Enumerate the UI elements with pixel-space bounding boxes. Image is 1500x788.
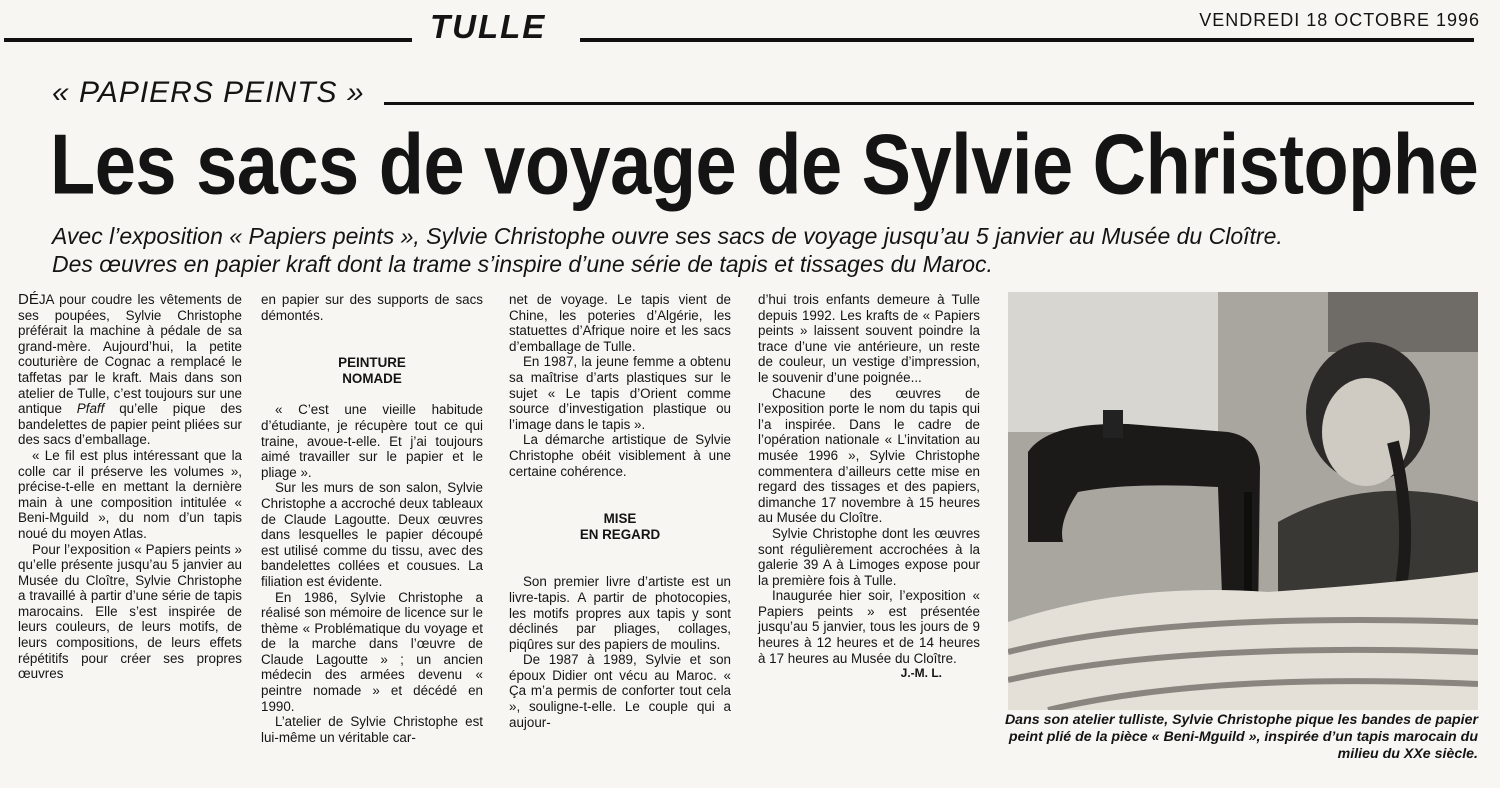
photo-caption: Dans son atelier tulliste, Sylvie Christophe pique les bandes de papier peint plié de la pièce « Beni-Mguild », inspirée d’un tapis marocain du milieu du XXe siècle. <box>1004 712 1478 762</box>
page-header <box>0 6 1500 45</box>
paragraph-6: Sur les murs de son salon, Sylvie Christophe a accroché deux tableaux de Claude Lagoutte. Deux œuvres dans lesquelles le papier découpé est utilisé comme du tissu, avec des bandelettes collées et cousues. La filiation est évidente. <box>261 480 483 589</box>
paragraph-14: d’hui trois enfants demeure à Tulle depuis 1992. Les krafts de « Papiers peints » laissent souvent poindre la trace d’une vie antérieure, un reste de couleur, un vestige d’impression, le souvenir d’une poignée... <box>758 292 980 385</box>
paragraph-17: Inaugurée hier soir, l’exposition « Papiers peints » est présentée jusqu’au 5 janvier, tous les jours de 9 heures à 12 heures et de 14 heures à 17 heures au Musée du Cloître. <box>758 588 980 666</box>
paragraph-5: « C’est une vieille habitude d’étudiante, je récupère tout ce qui traine, avoue-t-elle. Et j’ai toujours aimé travailler sur le papier et le pliage ». <box>261 402 483 480</box>
paragraph-13: De 1987 à 1989, Sylvie et son époux Didier ont vécu au Maroc. « Ça m’a permis de conforter tout cela », souligne-t-elle. Le couple qui a aujour- <box>509 652 731 730</box>
photo-illustration <box>1008 292 1478 710</box>
paragraph-16: Sylvie Christophe dont les œuvres sont régulièrement accrochées à la galerie 39 A à Limoges expose pour la première fois à Tulle. <box>758 525 980 588</box>
paragraph-1-end: qu’elle pique des bandelettes de papier peint pliées sur des sacs d’emballage. <box>18 401 242 448</box>
paragraph-7: En 1986, Sylvie Christophe a réalisé son mémoire de licence sur le thème « Problématique du voyage et de la marche dans l’œuvre de Claude Lagoutte » ; un ancien médecin des armées devenu « peintre nomade » et décédé en 1990. <box>261 589 483 714</box>
article-column-1 <box>18 292 242 682</box>
subhead-peinture: PEINTURE <box>338 355 406 371</box>
article-column-2 <box>261 292 483 745</box>
paragraph-1 <box>18 292 242 448</box>
dropcap: DÉ <box>18 291 39 308</box>
photo-sewing-machine-icon <box>1008 292 1478 710</box>
article-column-4 <box>758 292 980 682</box>
paragraph-10: En 1987, la jeune femme a obtenu sa maîtrise d’arts plastiques sur le sujet « Le tapis d’Orient comme source d’investigation plastique ou l’image dans le tapis ». <box>509 354 731 432</box>
header-rule-right <box>580 38 1474 42</box>
issue-date: VENDREDI 18 OCTOBRE 1996 <box>1199 10 1480 30</box>
paragraph-11: La démarche artistique de Sylvie Christophe obéit visiblement à une certaine cohérence. <box>509 432 731 479</box>
kicker: « PAPIERS PEINTS » <box>52 76 365 109</box>
paragraph-8: L’atelier de Sylvie Christophe est lui-même un véritable car- <box>261 714 483 745</box>
paragraph-15: Chacune des œuvres de l’exposition porte le nom du tapis qui l’a inspirée. Dans le cadre de l’opération nationale « L’invitation au musée 1996 », Sylvie Christophe commentera d’ailleurs cette mise en regard des tissages et des papiers, dimanche 17 novembre à 15 heures au Musée du Cloître. <box>758 385 980 526</box>
article-column-3 <box>509 292 731 730</box>
header-rule-left <box>4 38 412 42</box>
paragraph-4: en papier sur des supports de sacs démontés. <box>261 292 483 323</box>
subhead-nomade: NOMADE <box>342 370 402 386</box>
paragraph-9: net de voyage. Le tapis vient de Chine, les poteries d’Algérie, les statuettes d’Afrique noire et les sacs d’emballage de Tulle. <box>509 292 731 354</box>
lead-line-2: Des œuvres en papier kraft dont la trame s’inspire d’une série de tapis et tissages du Maroc. <box>52 251 993 277</box>
subhead-en-regard: EN REGARD <box>579 526 661 542</box>
brand-name: Pfaff <box>76 401 105 417</box>
headline: Les sacs de voyage de Sylvie Christophe <box>50 116 1479 213</box>
paragraph-12: Son premier livre d’artiste est un livre-tapis. A partir de photocopies, les motifs propres aux tapis y sont déclinés par pliages, collages, piqûres sur des papiers de moulins. <box>509 574 731 652</box>
paragraph-1-text: JA pour coudre les vêtements de ses poupées, Sylvie Christophe préférait la machine à pédale de sa grand-mère. Aujourd’hui, la petite couturière de Cognac a remplacé le taffetas par le kraft. Mais dans son atelier de Tulle, c’est toujours sur une antique <box>18 292 242 417</box>
kicker-rule <box>384 102 1474 105</box>
subhead-mise: MISE <box>603 511 637 527</box>
paragraph-2: « Le fil est plus intéressant que la colle car il préserve les volumes », précise-t-elle en mettant la dernière main à une composition intitulée « Beni-Mguild », du nom d’un tapis noué du moyen Atlas. <box>18 447 242 541</box>
paragraph-3: Pour l’exposition « Papiers peints » qu’elle présente jusqu’au 5 janvier au Musée du Cloître, Sylvie Christophe a travaillé à partir d’une série de tapis marocains. Elle s’est inspirée de leurs couleurs, de leurs motifs, de leurs compositions, de leurs effets répétitifs pour créer ses propres œuvres <box>18 541 242 682</box>
author-signature: J.-M. L. <box>900 666 942 681</box>
section-title: TULLE <box>430 8 547 45</box>
lead-paragraph <box>52 222 1492 278</box>
lead-line-1: Avec l’exposition « Papiers peints », Sylvie Christophe ouvre ses sacs de voyage jusqu’au 5 janvier au Musée du Cloître. <box>52 223 1283 249</box>
